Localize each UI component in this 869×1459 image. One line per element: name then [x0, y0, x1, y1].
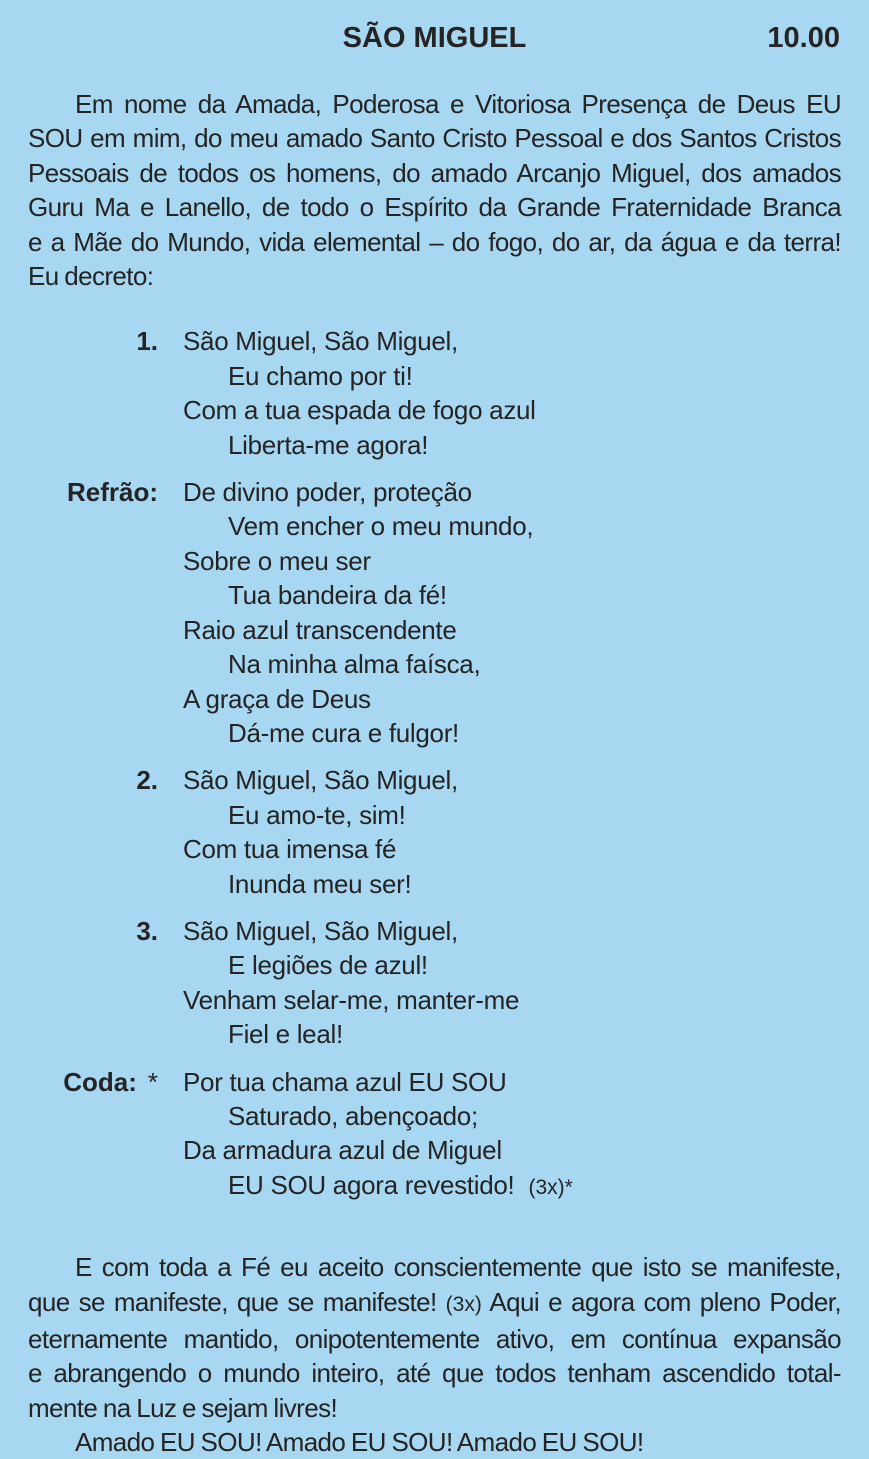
stanzas — [28, 324, 841, 1205]
stanza-line: Tua bandeira da fé! — [228, 580, 447, 611]
stanza-label — [28, 763, 158, 901]
closing-line: eternamente mantido, onipotentemente ativo, em contínua expansão — [28, 1324, 841, 1354]
closing-line: e abrangendo o mundo inteiro, até que todos tenham ascendido total- — [28, 1358, 841, 1389]
stanza-text — [183, 324, 841, 462]
stanza-line: São Miguel, São Miguel, — [183, 765, 458, 796]
stanza-text — [183, 475, 841, 750]
page-header — [0, 0, 869, 57]
stanza-line: Com tua imensa fé — [183, 834, 397, 865]
stanza-line: Raio azul transcendente — [183, 614, 457, 645]
stanza-line: Inunda meu ser! — [228, 868, 412, 899]
stanza-text — [183, 1065, 841, 1206]
stanza-line: De divino poder, proteção — [183, 477, 472, 508]
closing-line: mente na Luz e sejam livres! — [28, 1392, 338, 1423]
stanza-line: Da armadura azul de Miguel — [183, 1135, 502, 1166]
decree-number: 10.00 — [767, 22, 840, 54]
stanza-line: São Miguel, São Miguel, — [183, 326, 458, 357]
coda-marker: * — [147, 1066, 158, 1097]
stanza-line: Dá-me cura e fulgor! — [228, 717, 459, 748]
stanza-label-text: 3. — [136, 915, 158, 946]
stanza-line: Saturado, abençoado; — [228, 1100, 478, 1131]
paragraph-line: Pessoais de todos os homens, do amado Arcanjo Miguel, dos amados — [28, 157, 841, 188]
stanza-line: EU SOU agora revestido! (3x)* — [228, 1169, 573, 1200]
paragraph-line: e a Mãe do Mundo, vida elemental – do fogo, do ar, da água e da terra! — [28, 226, 841, 257]
stanza-line: Eu amo-te, sim! — [228, 799, 406, 830]
stanza-label-text: Coda: — [63, 1066, 137, 1097]
stanza-line: Por tua chama azul EU SOU — [183, 1066, 507, 1097]
stanza-text — [183, 763, 841, 901]
stanza-label — [28, 1065, 158, 1206]
stanza-line: Sobre o meu ser — [183, 545, 371, 576]
closing-line: Amado EU SOU! Amado EU SOU! Amado EU SOU! — [75, 1427, 644, 1458]
stanza — [28, 763, 841, 901]
paragraph-line: Guru Ma e Lanello, de todo o Espírito da Grande Fraternidade Branca — [28, 192, 841, 223]
stanza-line: São Miguel, São Miguel, — [183, 915, 458, 946]
stanza-label-text: Refrão: — [66, 477, 158, 508]
stanza-line: Com a tua espada de fogo azul — [183, 395, 536, 426]
stanza — [28, 914, 841, 1052]
stanza-line: Fiel e leal! — [228, 1019, 343, 1050]
repeat-count: (3x)* — [528, 1175, 573, 1199]
stanza-line: Na minha alma faísca, — [228, 649, 481, 680]
stanza — [28, 324, 841, 462]
stanza-label-text: 1. — [136, 326, 158, 357]
stanza-label — [28, 475, 158, 750]
paragraph-line: Eu decreto: — [28, 261, 154, 292]
stanza-line: Vem encher o meu mundo, — [228, 511, 534, 542]
paragraph-line: SOU em mim, do meu amado Santo Cristo Pessoal e dos Santos Cristos — [28, 123, 841, 154]
closing-line: E com toda a Fé eu aceito conscientemente que isto se manifeste, — [75, 1252, 841, 1283]
stanza-line: Eu chamo por ti! — [228, 360, 413, 391]
stanza-line: A graça de Deus — [183, 683, 371, 714]
stanza-line: E legiões de azul! — [228, 950, 428, 981]
stanza — [28, 475, 841, 750]
preamble — [28, 87, 841, 293]
stanza-label — [28, 914, 158, 1052]
closing — [28, 1250, 841, 1459]
paragraph-line: Em nome da Amada, Poderosa e Vitoriosa Presença de Deus EU — [75, 89, 841, 119]
stanza — [28, 1065, 841, 1206]
stanza-line: Venham selar-me, manter-me — [183, 984, 520, 1015]
closing-line: que se manifeste, que se manifeste! (3x) Aqui e agora com pleno Poder, — [28, 1286, 842, 1317]
repeat-count: (3x) — [445, 1292, 482, 1316]
stanza-text — [183, 914, 841, 1052]
decree-title: SÃO MIGUEL — [342, 22, 527, 54]
stanza-line: Liberta-me agora! — [228, 429, 429, 460]
stanza-label-text: 2. — [136, 765, 158, 796]
stanza-label — [28, 324, 158, 462]
